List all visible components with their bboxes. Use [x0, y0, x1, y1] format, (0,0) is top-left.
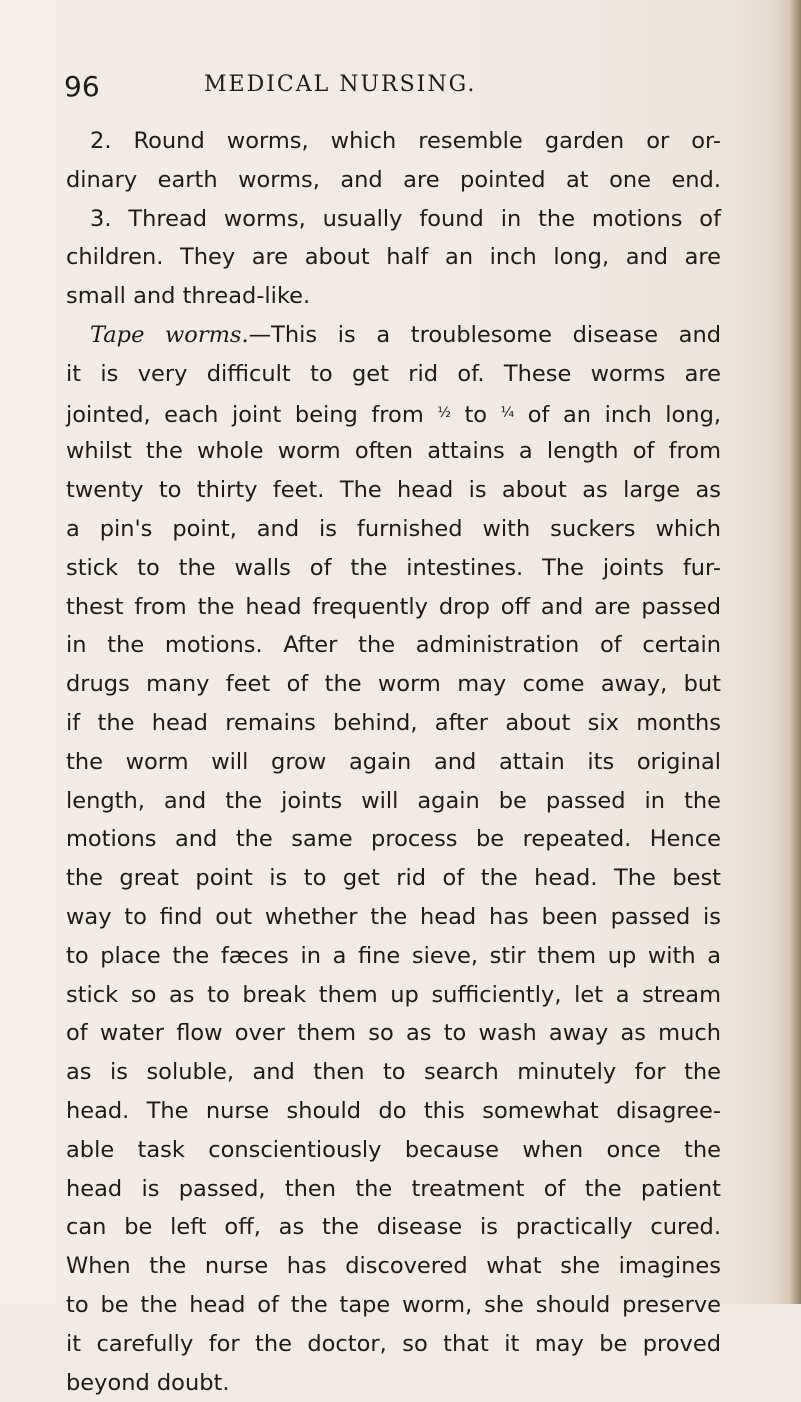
text-line: it is very difficult to get rid of. These worms are — [66, 355, 721, 394]
text-line: 3. Thread worms, usually found in the motions of — [66, 200, 721, 239]
text-line: can be left off, as the disease is practically cured. — [66, 1208, 721, 1247]
text-fragment: —This is a troublesome disease and — [249, 322, 721, 348]
page-edge-shadow — [789, 0, 801, 1304]
text-line: motions and the same process be repeated. Hence — [66, 820, 721, 859]
text-line: it carefully for the doctor, so that it may be proved — [66, 1325, 721, 1364]
text-line — [66, 394, 721, 433]
text-line: whilst the whole worm often attains a length of from — [66, 432, 721, 471]
fraction-half: ½ — [437, 394, 451, 433]
text-line: 2. Round worms, which resemble garden or or- — [66, 122, 721, 161]
text-line: dinary earth worms, and are pointed at one end. — [66, 161, 721, 200]
text-line: drugs many feet of the worm may come away, but — [66, 665, 721, 704]
section-term-tape-worms: Tape worms. — [90, 322, 249, 348]
text-line: When the nurse has discovered what she imagines — [66, 1247, 721, 1286]
text-fragment: jointed, each joint being from — [66, 401, 424, 427]
text-line: of water flow over them so as to wash away as much — [66, 1014, 721, 1053]
text-line: to be the head of the tape worm, she should preserve — [66, 1286, 721, 1325]
text-line: children. They are about half an inch long, and are — [66, 238, 721, 277]
text-line: twenty to thirty feet. The head is about as large as — [66, 471, 721, 510]
text-line: head. The nurse should do this somewhat disagree- — [66, 1092, 721, 1131]
text-fragment: to — [464, 401, 487, 427]
text-line: able task conscientiously because when once the — [66, 1131, 721, 1170]
text-line: head is passed, then the treatment of the patient — [66, 1170, 721, 1209]
running-head — [64, 70, 764, 114]
text-line: small and thread-like. — [66, 277, 721, 316]
text-line: length, and the joints will again be passed in the — [66, 782, 721, 821]
running-title: MEDICAL NURSING. — [204, 72, 476, 97]
text-line: the worm will grow again and attain its original — [66, 743, 721, 782]
text-line: as is soluble, and then to search minutely for the — [66, 1053, 721, 1092]
text-fragment: of an inch long, — [528, 401, 721, 427]
text-line: thest from the head frequently drop off and are passed — [66, 588, 721, 627]
body-text — [66, 122, 721, 1402]
text-line: stick so as to break them up sufficiently, let a stream — [66, 976, 721, 1015]
text-line: in the motions. After the administration of certain — [66, 626, 721, 665]
page-number: 96 — [64, 70, 100, 103]
text-line: the great point is to get rid of the head. The best — [66, 859, 721, 898]
fraction-quarter: ¼ — [501, 394, 515, 433]
text-line: way to find out whether the head has been passed is — [66, 898, 721, 937]
text-line: to place the fæces in a fine sieve, stir them up with a — [66, 937, 721, 976]
text-line: if the head remains behind, after about six months — [66, 704, 721, 743]
text-line: stick to the walls of the intestines. The joints fur- — [66, 549, 721, 588]
text-line: a pin's point, and is furnished with suckers which — [66, 510, 721, 549]
text-line: beyond doubt. — [66, 1364, 721, 1402]
text-line — [66, 316, 721, 355]
